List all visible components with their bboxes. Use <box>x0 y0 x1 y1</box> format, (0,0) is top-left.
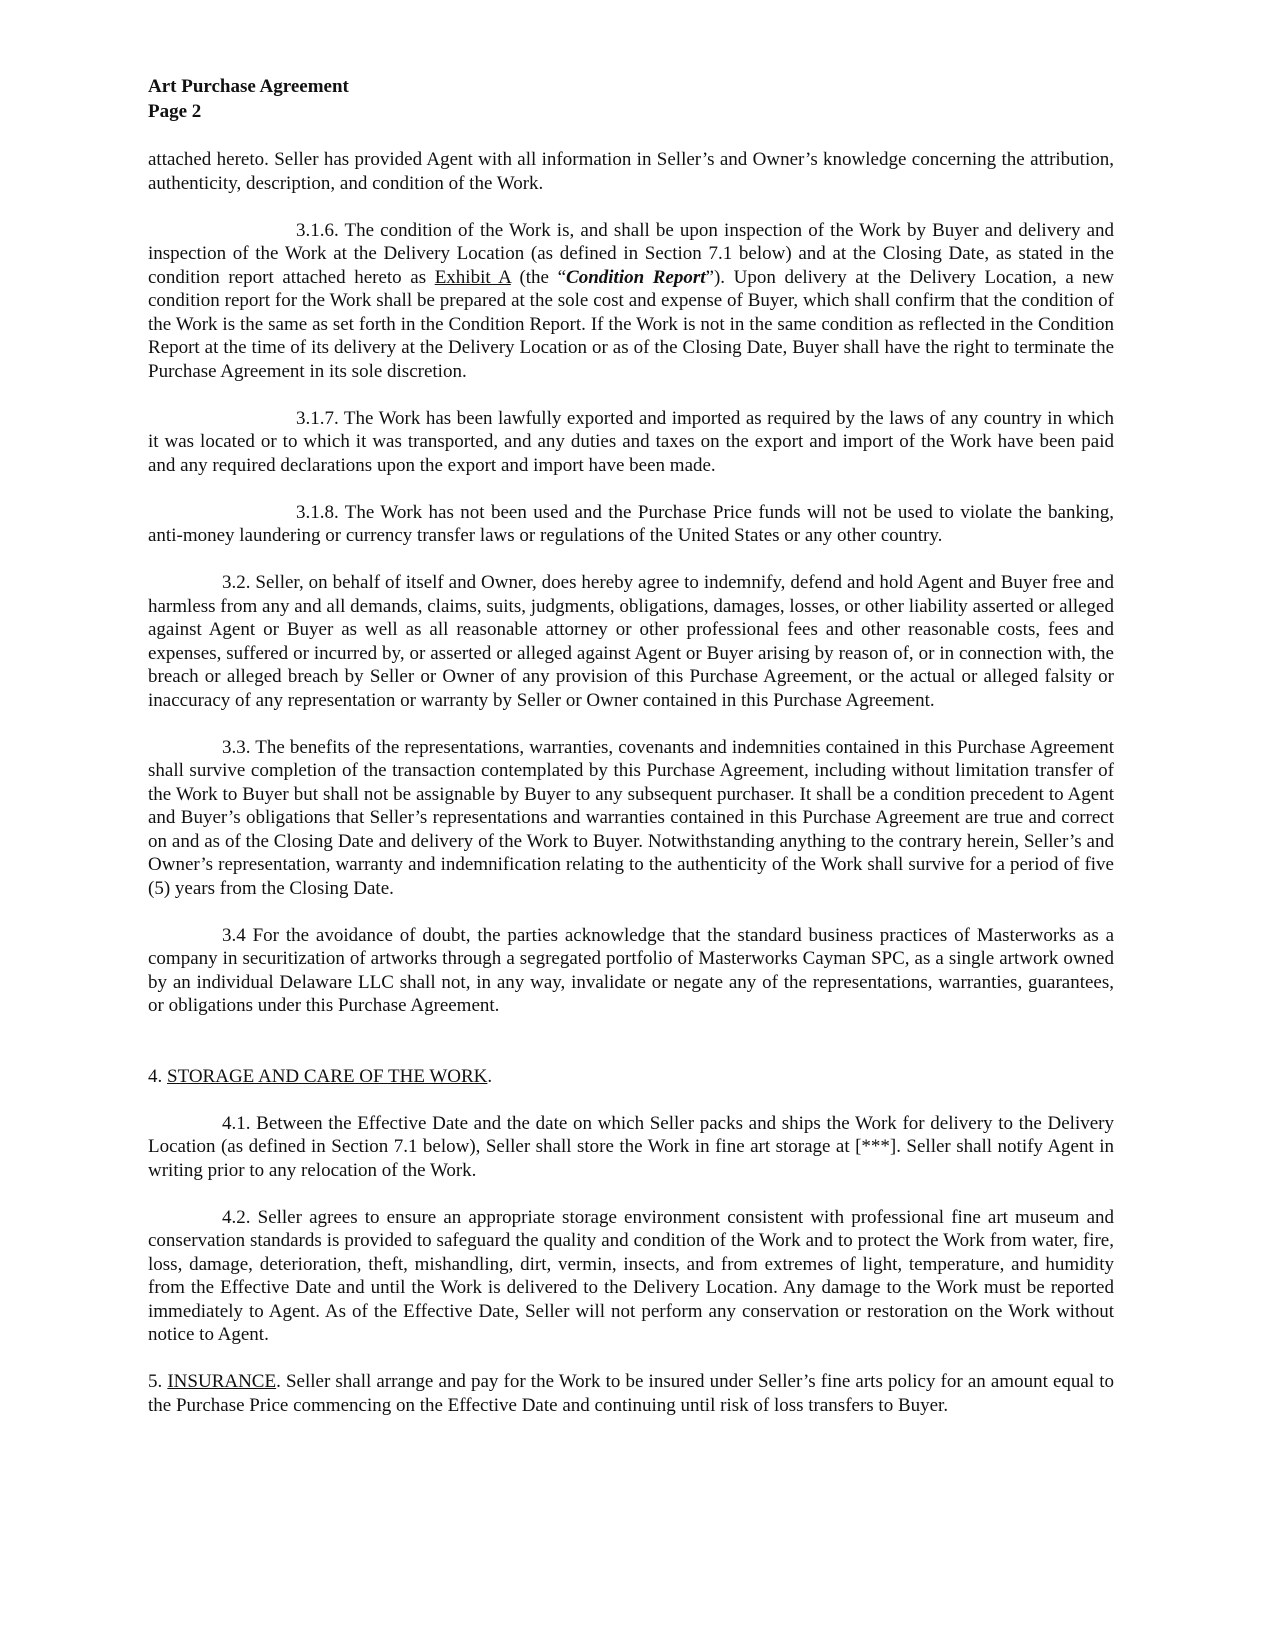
section-3-1-6-text-b: (the “ <box>510 266 567 288</box>
section-4-heading <box>148 1065 1114 1089</box>
section-3-1-6-text-c: ”). Upon delivery at the Delivery Location, a new condition report for the Work shall be prepared at the sole cost and expense of Buyer, which shall confirm that the condition of the Work is the same as set forth in the Condition Report. If the Work is not in the same condition as reflected in the Condition Report at the time of its delivery at the Delivery Location or as of the Closing Date, Buyer shall have the right to terminate the Purchase Agreement in its sole discretion. <box>148 266 1114 382</box>
section-3-1-6 <box>148 219 1114 384</box>
section-3-1-6-text-a: 3.1.6. The condition of the Work is, and shall be upon inspection of the Work by Buyer and delivery and inspection of the Work at the Delivery Location (as defined in Section 7.1 below) and at the Closing Date, as stated in the condition report attached hereto as <box>148 219 1114 288</box>
section-3-4: 3.4 For the avoidance of doubt, the parties acknowledge that the standard business practices of Masterworks as a company in securitization of artworks through a segregated portfolio of Masterworks Cayman SPC, as a single artwork owned by an individual Delaware LLC shall not, in any way, invalidate or negate any of the representations, warranties, guarantees, or obligations under this Purchase Agreement. <box>148 924 1114 1016</box>
document-body <box>148 148 1114 1441</box>
page-number: Page 2 <box>148 101 202 122</box>
section-3-2: 3.2. Seller, on behalf of itself and Owner, does hereby agree to indemnify, defend and hold Agent and Buyer free and harmless from any and all demands, claims, suits, judgments, obligations, damages, losses, or other liability asserted or alleged against Agent or Buyer as well as all reasonable attorney or other professional fees and other reasonable costs, fees and expenses, suffered or incurred by, or asserted or alleged against Agent or Buyer arising by reason of, or in connection with, the breach or alleged breach by Seller or Owner of any provision of this Purchase Agreement, or the actual or alleged falsity or inaccuracy of any representation or warranty by Seller or Owner contained in this Purchase Agreement. <box>148 572 1114 711</box>
section-5-text: . Seller shall arrange and pay for the Work to be insured under Seller’s fine arts policy for an amount equal to the Purchase Price commencing on the Effective Date and continuing until risk of loss transfers to Buyer. <box>148 1371 1114 1416</box>
page-header <box>148 74 349 124</box>
section-3-3: 3.3. The benefits of the representations, warranties, covenants and indemnities contained in this Purchase Agreement shall survive completion of the transaction contemplated by this Purchase Agreement, including without limitation transfer of the Work to Buyer but shall not be assignable by Buyer to any subsequent purchaser. It shall be a condition precedent to Agent and Buyer’s obligations that Seller’s representations and warranties contained in this Purchase Agreement are true and correct on and as of the Closing Date and delivery of the Work to Buyer. Notwithstanding anything to the contrary herein, Seller’s and Owner’s representation, warranty and indemnification relating to the authenticity of the Work shall survive for a period of five (5) years from the Closing Date. <box>148 736 1114 899</box>
section-5 <box>148 1370 1114 1417</box>
section-4-number: 4. <box>148 1065 167 1087</box>
exhibit-a-link: Exhibit A <box>434 266 511 288</box>
paragraph-continuation: attached hereto. Seller has provided Agent with all information in Seller’s and Owner’s knowledge concerning the attribution, authenticity, description, and condition of the Work. <box>148 149 1114 194</box>
section-5-number: 5. <box>148 1371 168 1392</box>
section-4-2: 4.2. Seller agrees to ensure an appropriate storage environment consistent with professional fine art museum and conservation standards is provided to safeguard the quality and condition of the Work and to protect the Work from water, fire, loss, damage, deterioration, theft, mishandling, dirt, vermin, insects, and from extremes of light, temperature, and humidity from the Effective Date and until the Work is delivered to the Delivery Location. Any damage to the Work must be reported immediately to Agent. As of the Effective Date, Seller will not perform any conservation or restoration on the Work without notice to Agent. <box>148 1206 1114 1345</box>
condition-report-term: Condition Report <box>566 266 706 288</box>
section-4-title: STORAGE AND CARE OF THE WORK <box>167 1065 488 1087</box>
section-3-1-7: 3.1.7. The Work has been lawfully exported and imported as required by the laws of any country in which it was located or to which it was transported, and any duties and taxes on the export and import of the Work have been paid and any required declarations upon the export and import have been made. <box>148 407 1114 476</box>
section-4-period: . <box>487 1065 493 1087</box>
section-4-1: 4.1. Between the Effective Date and the date on which Seller packs and ships the Work for delivery to the Delivery Location (as defined in Section 7.1 below), Seller shall store the Work in fine art storage at [***]. Seller shall notify Agent in writing prior to any relocation of the Work. <box>148 1112 1114 1181</box>
document-title: Art Purchase Agreement <box>148 76 349 97</box>
section-5-title: INSURANCE <box>167 1371 277 1392</box>
section-3-1-8: 3.1.8. The Work has not been used and the Purchase Price funds will not be used to violate the banking, anti-money laundering or currency transfer laws or regulations of the United States or any other country. <box>148 501 1114 546</box>
